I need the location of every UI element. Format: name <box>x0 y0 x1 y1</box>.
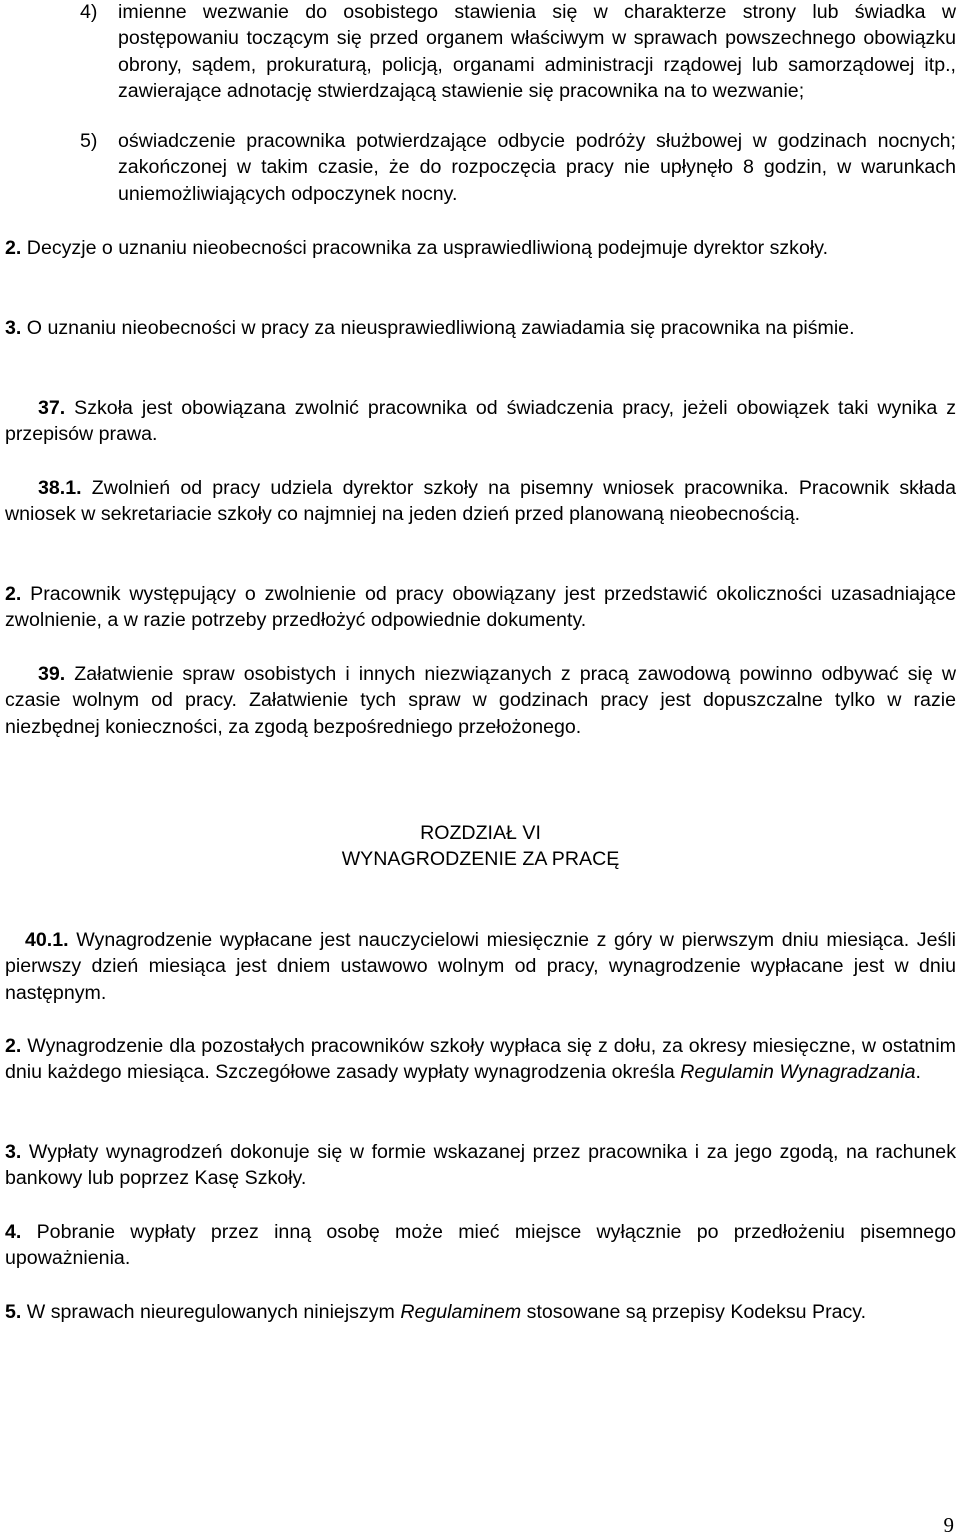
paragraph-39 <box>5 661 956 740</box>
list-number: 5) <box>80 130 98 152</box>
paragraph-40-4 <box>5 1219 956 1272</box>
paragraph-number: 40.1. <box>25 929 69 951</box>
paragraph-40-5 <box>5 1299 956 1325</box>
regulation-name: Regulamin Wynagradzania <box>680 1061 916 1084</box>
list-text: oświadczenie pracownika potwierdzające odbycie podróży służbowej w godzinach nocnych; zakończonej w takim czasie, że do rozpoczęcia pracy nie upłynęło 8 godzin, w warunkach uniemożliwiających odpoczynek nocny. <box>118 130 956 205</box>
paragraph-number: 37. <box>38 397 66 419</box>
chapter-heading <box>5 820 956 873</box>
paragraph-number: 5. <box>5 1301 22 1323</box>
paragraph-number: 39. <box>38 663 66 685</box>
paragraph-text: O uznaniu nieobecności w pracy za nieusprawiedliwioną zawiadamia się pracownika na piśmie. <box>21 317 855 339</box>
list-number: 4) <box>80 1 98 23</box>
paragraph-38-1 <box>5 475 956 528</box>
paragraph-tail: . <box>915 1061 921 1084</box>
list-item-4 <box>5 0 956 105</box>
paragraph-text: Wynagrodzenie wypłacane jest nauczycielowi miesięcznie z góry w pierwszym dniu miesiąca. Jeśli pierwszy dzień miesiąca jest dniem ustawowo wolnym od pracy, wynagrodzenie wypłacane jest w dniu następnym. <box>5 929 956 1004</box>
regulation-name: Regulaminem <box>400 1301 522 1323</box>
paragraph-38-2 <box>5 581 956 634</box>
paragraph-40-1 <box>5 927 956 1006</box>
paragraph-40-3 <box>5 1139 956 1192</box>
paragraph-text: Zwolnień od pracy udziela dyrektor szkoły na pisemny wniosek pracownika. Pracownik składa wniosek w sekretariacie szkoły co najmniej na jeden dzień przed planowaną nieobecnością. <box>5 477 956 526</box>
paragraph-uznaniu <box>5 315 956 341</box>
paragraph-number: 2. <box>5 1035 22 1057</box>
paragraph-text: Pobranie wypłaty przez inną osobę może mieć miejsce wyłącznie po przedłożeniu pisemnego upoważnienia. <box>5 1221 956 1270</box>
paragraph-text: Załatwienie spraw osobistych i innych niezwiązanych z pracą zawodową powinno odbywać się w czasie wolnym od pracy. Załatwienie tych spraw w godzinach pracy jest dopuszczalne tylko w razie niezbędnej konieczności, za zgodą bezpośredniego przełożonego. <box>5 663 956 738</box>
paragraph-text: Decyzje o uznaniu nieobecności pracownika za usprawiedliwioną podejmuje dyrektor szkoły. <box>21 237 829 259</box>
paragraph-number: 3. <box>5 317 22 339</box>
paragraph-text: W sprawach nieuregulowanych niniejszym <box>21 1301 401 1323</box>
list-item-5 <box>5 128 956 207</box>
paragraph-number: 2. <box>5 237 22 259</box>
list-text: imienne wezwanie do osobistego stawienia się w charakterze strony lub świadka w postępowaniu toczącym się przed organem właściwym w sprawach powszechnego obowiązku obrony, sądem, prokuraturą, policją, organami administracji rządowej lub samorządowej itp., zawierające adnotację stwierdzającą stawienie się pracownika na to wezwanie; <box>118 1 956 103</box>
paragraph-text: Szkoła jest obowiązana zwolnić pracownika od świadczenia pracy, jeżeli obowiązek taki wynika z przepisów prawa. <box>5 397 956 446</box>
paragraph-tail: stosowane są przepisy Kodeksu Pracy. <box>521 1301 867 1323</box>
chapter-number: ROZDZIAŁ VI <box>420 822 541 844</box>
paragraph-40-2 <box>5 1033 956 1086</box>
paragraph-number: 3. <box>5 1141 22 1163</box>
paragraph-number: 4. <box>5 1221 22 1243</box>
paragraph-number: 38.1. <box>38 477 82 499</box>
paragraph-decyzje <box>5 235 956 261</box>
page-number: 9 <box>943 1513 954 1537</box>
paragraph-text: Pracownik występujący o zwolnienie od pracy obowiązany jest przedstawić okoliczności uzasadniające zwolnienie, a w razie potrzeby przedłożyć odpowiednie dokumenty. <box>5 583 956 632</box>
chapter-title: WYNAGRODZENIE ZA PRACĘ <box>341 848 620 871</box>
paragraph-number: 2. <box>5 583 22 605</box>
paragraph-text: Wypłaty wynagrodzeń dokonuje się w formie wskazanej przez pracownika i za jego zgodą, na rachunek bankowy lub poprzez Kasę Szkoły. <box>5 1141 956 1190</box>
paragraph-37 <box>5 395 956 448</box>
paragraph-text: Wynagrodzenie dla pozostałych pracowników szkoły wypłaca się z dołu, za okresy miesięczne, w ostatnim dniu każdego miesiąca. Szczegółowe zasady wypłaty wynagrodzenia określa <box>5 1035 956 1084</box>
